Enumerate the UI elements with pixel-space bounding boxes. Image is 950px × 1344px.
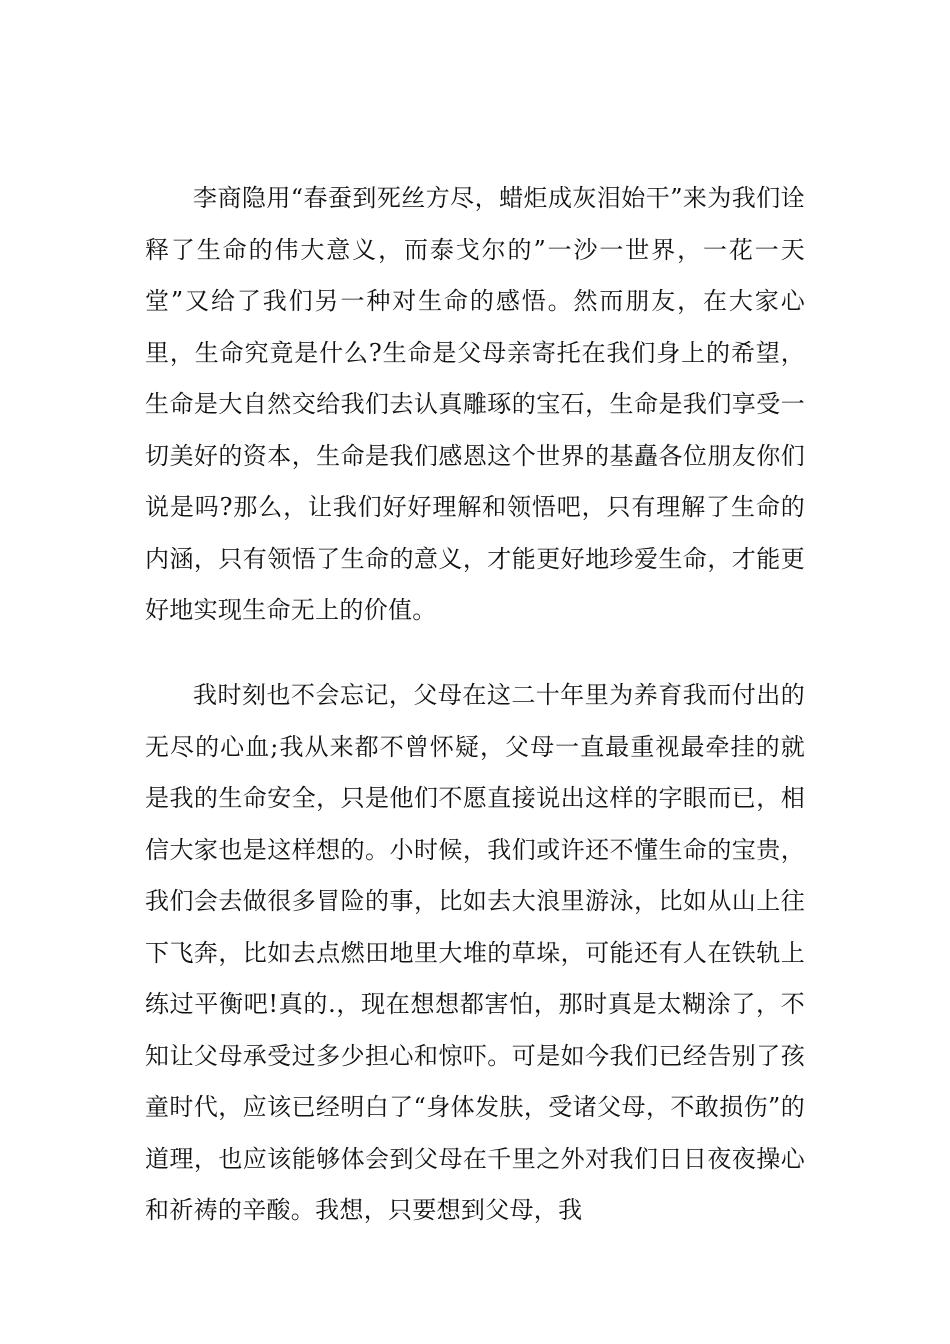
paragraph-1: 李商隐用“春蚕到死丝方尽，蜡炬成灰泪始干”来为我们诠释了生命的伟大意义，而泰戈尔的”一沙一世界，一花一天堂”又给了我们另一种对生命的感悟。然而朋友，在大家心里，生命究竟是什么?生命是父母亲寄托在我们身上的希望，生命是大自然交给我们去认真雕琢的宝石，生命是我们享受一切美好的资本，生命是我们感恩这个世界的基矗各位朋友你们说是吗?那么，让我们好好理解和领悟吧，只有理解了生命的内涵，只有领悟了生命的意义，才能更好地珍爱生命，才能更好地实现生命无上的价值。 (145, 184, 805, 624)
paragraph-2: 我时刻也不会忘记，父母在这二十年里为养育我而付出的无尽的心血;我从来都不曾怀疑，父母一直最重视最牵挂的就是我的生命安全，只是他们不愿直接说出这样的字眼而已，相信大家也是这样想的。小时候，我们或许还不懂生命的宝贵，我们会去做很多冒险的事，比如去大浪里游泳，比如从山上往下飞奔，比如去点燃田地里大堆的草垛，可能还有人在铁轨上练过平衡吧!真的.，现在想想都害怕，那时真是太糊涂了，不知让父母承受过多少担心和惊吓。可是如今我们已经告别了孩童时代，应该已经明白了“身体发肤，受诸父母，不敢损伤”的道理，也应该能够体会到父母在千里之外对我们日日夜夜操心和祈祷的辛酸。我想，只要想到父母，我 (145, 681, 805, 1224)
